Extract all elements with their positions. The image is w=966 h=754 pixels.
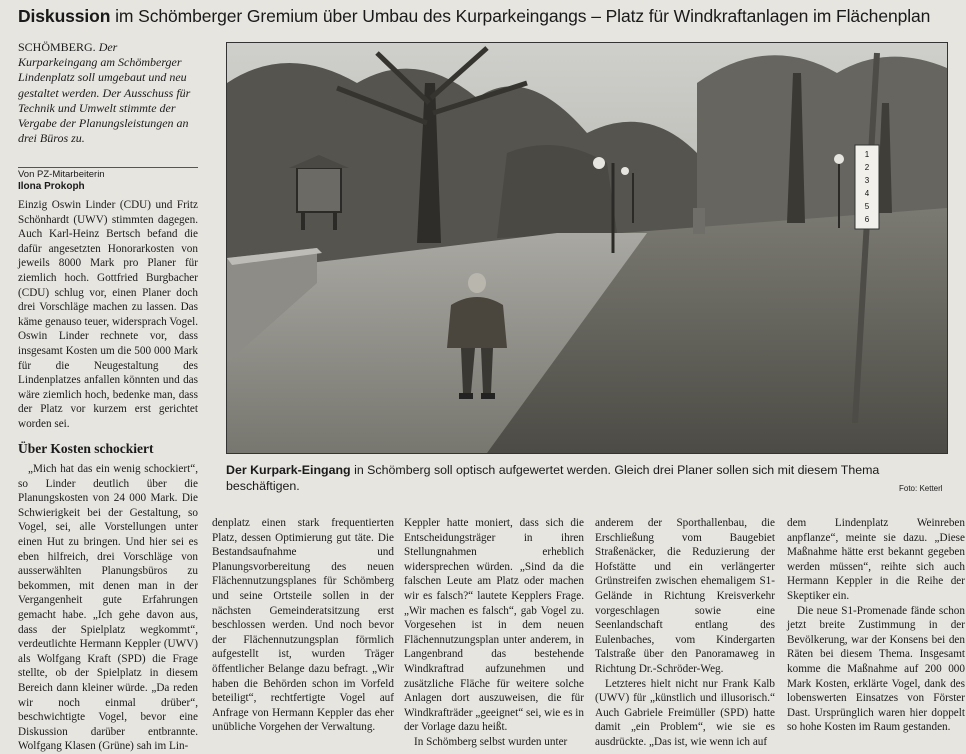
subheading: Über Kosten schockiert <box>18 441 154 456</box>
lead-text: Der Kurparkeingang am Schömberger Lindenplatz soll umgebaut und neu gestaltet werden. Der Ausschuss für Technik und Umwelt stimmte der Vergabe der Planungsleistungen an drei Büros zu. <box>18 40 191 146</box>
paragraph: anderem der Sporthallenbau, die Erschließung vom Baugebiet Straßenäcker, die Reduzierung der Hofstätte und ein verlängerter Grünstreifen zwischen ehemaligem S1-Gelände in Richtung Kreisverkehr vorgeschlagen sowie eine Seenlandschaft entlang des Eulenbaches, vom Kindergarten Talstraße über den Panoramaweg in Richtung Dr.-Schröder-Weg. <box>595 517 775 675</box>
photo-credit: Foto: Ketterl <box>899 484 943 493</box>
sign-number: 4 <box>864 189 870 198</box>
paragraph: Die neue S1-Promenade fände schon jetzt breite Zustimmung in der Bevölkerung, war der Konsens bei den Räten bei diesem Thema. Insgesamt komme die Maßnahme auf 200 000 Mark Kosten, erklärte Vogel, dank des lobenswerten Einsatzes von Förster Dast. Ursprünglich waren hier doppelt so hohe Kosten im Raum gestanden. <box>787 604 965 734</box>
headline <box>18 6 958 27</box>
paragraph: Einzig Oswin Linder (CDU) und Fritz Schönhardt (UWV) stimmten dagegen. Auch Karl-Heinz Bertsch befand die dafür angesetzten Honorarkosten von jeweils 8000 Mark pro Planer für ziemlich hoch. Gottfried Burgbacher (CDU) schlug vor, einen Planer doch drei Vorschläge machen zu lassen. Das käme genauso teuer, widersprach Vogel. Oswin Linder rechnete vor, dass insgesamt Kosten um die 500 000 Mark für die Neugestaltung des Lindenplatzes anfallen könnten und das wäre ziemlich hoch, bedenke man, dass der Platz vor kurzem erst gerichtet worden sei. <box>18 199 198 430</box>
article-column-5 <box>787 516 965 735</box>
article-column-2 <box>212 516 394 735</box>
sign-number: 5 <box>864 202 870 211</box>
byline-role: Von PZ-Mitarbeiterin <box>18 169 105 180</box>
paragraph: dem Lindenplatz Weinreben anpflanze“, meinte sie dazu. „Diese Maßnahme hätte erst bekannt gegeben werden müssen“, reihte sich auch Hermann Keppler in die Reihe der Skeptiker ein. <box>787 517 965 602</box>
dateline: SCHÖMBERG. <box>18 40 96 54</box>
headline-rest: im Schömberger Gremium über Umbau des Kurparkeingangs – Platz für Windkraftanlagen im Flächenplan <box>110 6 931 26</box>
photo-caption <box>226 462 948 494</box>
sign-number: 2 <box>864 163 870 172</box>
park-entrance-photo <box>226 42 948 454</box>
headline-bold: Diskussion <box>18 6 111 26</box>
paragraph: Keppler hatte moniert, dass sich die Entscheidungsträger in ihren Stellungnahmen erheblich widersprechen würden. „Sind da die falschen Leute am Platz oder machen wir es falsch?“ lautete Kepplers Frage. „Wir machen es falsch“, gab Vogel zu. Vorgesehen ist in dem neuen Flächennutzungsplan unter anderem, in Langenbrand das bestehende Windkraftrad aufzunehmen und zusätzliche Fläche für weitere solche Anlagen dort auszuweisen, die für Windkrafträder „geeignet“ sei, wie es in der Vorlage dazu heißt. <box>404 517 584 734</box>
sign-number: 3 <box>864 176 870 185</box>
paragraph: „Mich hat das ein wenig schockiert“, so Linder deutlich über die Planungskosten von 24 000 Mark. Die Schwierigkeit bei der Gestaltung, so Vogel, sei, alle Vorstellungen unter einen Hut zu bringen. Und hier sei es eben hilfreich, drei Vorschläge von ausserwählten Planungsbüros zu bekommen, mit denen man in der Vergangenheit gute Erfahrungen gemacht habe. „Ich gehe davon aus, dass der Spielplatz wegkommt“, verdeutlichte Hermann Keppler (UWV) als Wolfgang Kraft (SPD) die Frage stellte, ob der Spielplatz in diesem Bereich dann kleiner würde. „Da reden wir noch einmal drüber“, beschwichtigte Vogel, bevor eine Diskussion darüber entbrannte. Wolfgang Klasen (Grüne) sah im Lin- <box>18 463 198 753</box>
sign-number: 1 <box>864 150 870 159</box>
article-column-4 <box>595 516 775 750</box>
caption-bold: Der Kurpark-Eingang <box>226 463 351 477</box>
byline-author: Ilona Prokoph <box>18 180 85 192</box>
article-column-1b <box>18 462 198 754</box>
lead-paragraph <box>18 40 198 146</box>
article-column-1 <box>18 198 198 432</box>
paragraph: In Schömberg selbst wurden unter <box>414 735 568 748</box>
sign-number: 6 <box>864 215 870 224</box>
caption-rest: in Schömberg soll optisch aufgewertet werden. Gleich drei Planer sollen sich mit diesem Thema beschäftigen. <box>226 463 880 493</box>
byline <box>18 167 198 192</box>
photo-illustration <box>227 43 947 453</box>
paragraph: Letzteres hielt nicht nur Frank Kalb (UWV) für „künstlich und illusorisch.“ Auch Gabriele Freimüller (SPD) hatte damit „ein Problem“, wie sie es ausdrückte. „Das ist, wie wenn ich auf <box>595 677 775 748</box>
article-column-3 <box>404 516 584 750</box>
paragraph: denplatz einen stark frequentierten Platz, dessen Optimierung gut täte. Die Bestandsaufnahme und Planungsvorbereitung des neuen Flächennutzungsplanes für Schömberg und seine Ortsteile sollen in der nächsten Gemeinderatsitzung erst beschlossen werden. Und noch bevor der Flächennutzungsplan förmlich aufgestellt ist, wurden Träger öffentlicher Belange dazu befragt. „Wir haben die Behörden schon im Vorfeld beteiligt“, rechtfertigte Vogel auf Anfrage von Hermann Keppler das eher unübliche Vorgehen der Verwaltung. <box>212 517 394 734</box>
